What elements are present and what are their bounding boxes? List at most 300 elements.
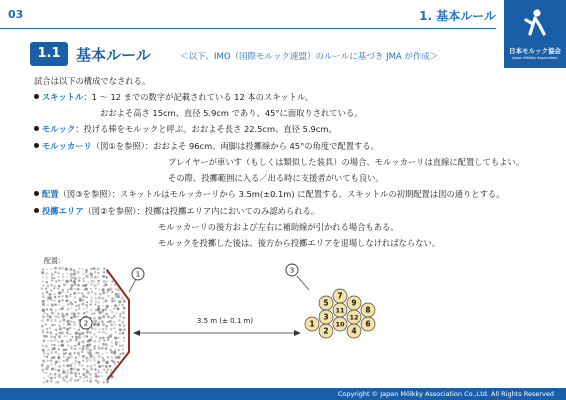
- gravel-dot: [118, 319, 120, 321]
- gravel-dot: [47, 299, 49, 301]
- gravel-dot: [91, 313, 93, 315]
- gravel-dot: [103, 381, 105, 383]
- skittle-number: 11: [335, 306, 345, 315]
- placement-diagram: [0, 262, 566, 386]
- gravel-dot: [66, 380, 69, 383]
- gravel-dot: [57, 381, 59, 383]
- gravel-dot: [81, 348, 84, 351]
- gravel-dot: [54, 339, 57, 342]
- gravel-dot: [50, 377, 53, 380]
- gravel-dot: [90, 336, 93, 339]
- term-molkky: モルック: [42, 124, 76, 134]
- gravel-dot: [75, 331, 78, 334]
- gravel-dot: [46, 353, 49, 356]
- gravel-dot: [51, 367, 54, 370]
- gravel-dot: [71, 362, 73, 364]
- gravel-dot: [50, 335, 53, 338]
- gravel-dot: [78, 363, 81, 366]
- gravel-dot: [50, 289, 52, 291]
- gravel-dot: [62, 315, 65, 318]
- gravel-dot: [114, 324, 116, 326]
- page-title: 基本ルール: [76, 46, 151, 64]
- gravel-dot: [58, 304, 61, 307]
- gravel-dot: [42, 276, 44, 278]
- gravel-dot: [74, 360, 77, 363]
- gravel-dot: [106, 368, 109, 371]
- gravel-dot: [55, 329, 57, 331]
- gravel-dot: [49, 293, 52, 296]
- gravel-dot: [66, 341, 68, 343]
- gravel-dot: [53, 285, 56, 288]
- placement-figure-ref: （図③を参照）: [58, 189, 112, 199]
- bullet-dot: [34, 208, 39, 213]
- gravel-dot: [97, 308, 100, 311]
- gravel-dot: [87, 291, 90, 294]
- gravel-dot: [117, 289, 120, 292]
- gravel-dot: [99, 337, 102, 340]
- gravel-dot: [86, 311, 89, 314]
- gravel-dot: [86, 380, 88, 382]
- gravel-dot: [43, 371, 45, 373]
- gravel-dot: [67, 344, 70, 347]
- molkkaari-description: ：おおよそ 96cm。両脚は投擲線から 45°の角度で配置する。: [144, 141, 379, 151]
- marker-number-1: 1: [135, 270, 141, 279]
- gravel-dot: [42, 315, 45, 318]
- gravel-dot: [85, 275, 88, 278]
- gravel-dot: [41, 288, 43, 290]
- distance-label: 3.5 m (± 0.1 m): [196, 317, 254, 325]
- gravel-dot: [99, 293, 101, 295]
- gravel-dot: [86, 370, 89, 373]
- gravel-dot: [42, 268, 44, 270]
- gravel-dot: [70, 287, 73, 290]
- gravel-dot: [81, 303, 84, 306]
- gravel-dot: [54, 336, 56, 338]
- intro-text: 試合は以下の構成でなされる。: [34, 76, 151, 86]
- gravel-dot: [77, 368, 80, 371]
- gravel-dot: [94, 345, 96, 347]
- gravel-dot: [71, 303, 74, 306]
- gravel-dot: [74, 372, 77, 375]
- gravel-dot: [93, 358, 96, 361]
- copyright-text: Copyright © Japan Mölkky Association Co.,Ltd. All Rights Reserved: [337, 390, 554, 398]
- gravel-dot: [102, 305, 104, 307]
- gravel-dot: [77, 284, 80, 287]
- distance-arrow-head-left: [133, 330, 140, 336]
- gravel-dot: [58, 291, 61, 294]
- gravel-dot: [98, 331, 100, 333]
- gravel-dot: [122, 304, 124, 306]
- gravel-dot: [77, 288, 79, 290]
- gravel-dot: [73, 292, 76, 295]
- gravel-dot: [101, 347, 104, 350]
- gravel-dot: [97, 301, 100, 304]
- gravel-dot: [97, 272, 99, 274]
- gravel-dot: [78, 347, 81, 350]
- gravel-dot: [66, 276, 68, 278]
- gravel-dot: [66, 335, 68, 337]
- gravel-dot: [63, 360, 65, 362]
- gravel-dot: [93, 333, 96, 336]
- gravel-dot: [77, 271, 80, 274]
- gravel-dot: [85, 269, 88, 272]
- gravel-dot: [51, 324, 53, 326]
- gravel-dot: [50, 363, 52, 365]
- bullet-placement: [34, 189, 505, 199]
- gravel-dot: [91, 283, 93, 285]
- gravel-dot: [121, 297, 124, 300]
- section-number-badge: 1.1: [30, 42, 68, 66]
- page-number: 03: [8, 8, 24, 21]
- gravel-dot: [98, 340, 100, 342]
- gravel-dot: [86, 301, 88, 303]
- gravel-dot: [43, 377, 45, 379]
- skittle-number: 6: [365, 319, 371, 329]
- gravel-dot: [95, 375, 98, 378]
- gravel-dot: [77, 312, 80, 315]
- throw-area-description: ：投擲は投擲エリア内においてのみ認められる。: [136, 206, 320, 216]
- gravel-dot: [50, 268, 52, 270]
- gravel-dot: [102, 336, 105, 339]
- gravel-dot: [86, 335, 88, 337]
- gravel-dot: [97, 361, 100, 364]
- gravel-dot: [61, 344, 64, 347]
- gravel-dot: [105, 361, 108, 364]
- gravel-dot: [62, 364, 65, 367]
- gravel-dot: [98, 355, 101, 358]
- gravel-dot: [78, 268, 80, 270]
- gravel-dot: [112, 361, 115, 364]
- gravel-dot: [43, 311, 46, 314]
- gravel-dot: [118, 300, 121, 303]
- gravel-dot: [95, 303, 97, 305]
- gravel-dot: [113, 308, 115, 310]
- gravel-dot: [82, 332, 85, 335]
- gravel-dot: [94, 320, 97, 323]
- gravel-dot: [86, 365, 88, 367]
- gravel-dot: [41, 271, 44, 274]
- skittle-number: 3: [323, 312, 329, 322]
- gravel-dot: [68, 352, 71, 355]
- gravel-dot: [121, 345, 123, 347]
- gravel-dot: [94, 348, 96, 350]
- gravel-dot: [70, 279, 72, 281]
- skittle-formation: [305, 289, 375, 338]
- gravel-dot: [58, 267, 61, 270]
- header-divider: [0, 28, 496, 29]
- gravel-dot: [111, 280, 113, 282]
- gravel-dot: [97, 276, 100, 279]
- gravel-dot: [53, 287, 55, 289]
- gravel-dot: [118, 304, 120, 306]
- gravel-dot: [102, 328, 104, 330]
- gravel-dot: [111, 305, 113, 307]
- gravel-dot: [65, 352, 67, 354]
- gravel-dot: [42, 303, 45, 306]
- gravel-dot: [97, 345, 99, 347]
- gravel-dot: [63, 327, 65, 329]
- gravel-dot: [102, 359, 105, 362]
- gravel-dot: [99, 328, 101, 330]
- skittle-number: 12: [349, 313, 359, 322]
- gravel-dot: [123, 324, 126, 327]
- gravel-dot: [53, 344, 55, 346]
- gravel-dot: [45, 272, 48, 275]
- gravel-dot: [122, 321, 124, 323]
- gravel-dot: [83, 312, 85, 314]
- gravel-dot: [69, 327, 71, 329]
- gravel-dot: [102, 288, 105, 291]
- gravel-dot: [118, 337, 120, 339]
- gravel-dot: [85, 288, 88, 291]
- skittle-number: 9: [351, 298, 357, 308]
- gravel-dot: [86, 357, 89, 360]
- gravel-dot: [119, 345, 121, 347]
- gravel-dot: [78, 276, 81, 279]
- gravel-dot: [77, 343, 80, 346]
- gravel-dot: [105, 333, 107, 335]
- gravel-dot: [104, 308, 107, 311]
- gravel-dot: [83, 308, 85, 310]
- gravel-dot: [102, 291, 105, 294]
- gravel-dot: [46, 268, 48, 270]
- association-logo: [504, 0, 566, 68]
- gravel-dot: [67, 289, 69, 291]
- gravel-dot: [102, 309, 105, 312]
- gravel-dot: [70, 320, 73, 323]
- gravel-dot: [97, 352, 100, 355]
- gravel-dot: [93, 317, 96, 320]
- skittle-number: 4: [351, 326, 357, 336]
- gravel-dot: [98, 280, 100, 282]
- gravel-dot: [105, 300, 108, 303]
- gravel-dot: [106, 280, 108, 282]
- gravel-dot: [46, 308, 48, 310]
- gravel-dot: [90, 288, 92, 290]
- gravel-dot: [45, 281, 48, 284]
- gravel-dot: [57, 353, 59, 355]
- gravel-dot: [85, 304, 88, 307]
- gravel-dot: [98, 365, 101, 368]
- gravel-dot: [91, 327, 93, 329]
- gravel-dot: [109, 320, 112, 323]
- gravel-dot: [45, 372, 47, 374]
- gravel-dot: [62, 279, 64, 281]
- skittle-number: 7: [337, 291, 343, 301]
- gravel-dot: [65, 349, 67, 351]
- gravel-dot: [63, 353, 66, 356]
- gravel-dot: [62, 273, 64, 275]
- gravel-dot: [69, 364, 72, 367]
- gravel-dot: [94, 275, 97, 278]
- gravel-dot: [90, 267, 93, 270]
- term-placement: 配置: [42, 189, 59, 199]
- gravel-dot: [110, 351, 113, 354]
- gravel-dot: [65, 358, 68, 361]
- gravel-dot: [58, 285, 61, 288]
- gravel-dot: [47, 285, 50, 288]
- gravel-dot: [42, 339, 45, 342]
- bullet-skittle: [34, 92, 313, 102]
- gravel-dot: [111, 341, 113, 343]
- gravel-dot: [74, 379, 77, 382]
- gravel-dot: [54, 319, 57, 322]
- gravel-dot: [85, 347, 88, 350]
- gravel-dot: [93, 267, 96, 270]
- gravel-dot: [53, 356, 56, 359]
- gravel-dot: [66, 320, 69, 323]
- gravel-dot: [102, 331, 105, 334]
- gravel-dot: [78, 280, 80, 282]
- gravel-dot: [62, 276, 65, 279]
- gravel-dot: [91, 291, 93, 293]
- section-title: 1. 基本ルール: [419, 9, 496, 23]
- gravel-dot: [55, 361, 58, 364]
- gravel-dot: [110, 284, 112, 286]
- gravel-dot: [98, 311, 101, 314]
- gravel-dot: [75, 375, 77, 377]
- gravel-dot: [42, 360, 45, 363]
- gravel-dot: [110, 356, 113, 359]
- gravel-dot: [113, 321, 115, 323]
- gravel-dot: [57, 369, 60, 372]
- gravel-dot: [102, 312, 104, 314]
- gravel-dot: [61, 291, 64, 294]
- gravel-dot: [55, 311, 57, 313]
- gravel-dot: [61, 266, 64, 269]
- gravel-dot: [74, 283, 77, 286]
- gravel-dot: [51, 344, 53, 346]
- gravel-dot: [65, 267, 68, 270]
- gravel-dot: [90, 299, 93, 302]
- gravel-dot: [98, 347, 101, 350]
- gravel-dot: [102, 357, 104, 359]
- gravel-dot: [86, 296, 88, 298]
- gravel-dot: [91, 297, 93, 299]
- gravel-dot: [117, 307, 120, 310]
- gravel-dot: [50, 319, 53, 322]
- gravel-dot: [63, 379, 66, 382]
- gravel-dot: [89, 331, 91, 333]
- gravel-dot: [105, 325, 108, 328]
- gravel-dot: [83, 280, 85, 282]
- gravel-dot: [90, 365, 92, 367]
- gravel-dot: [71, 336, 73, 338]
- gravel-dot: [49, 327, 51, 329]
- gravel-dot: [82, 284, 85, 287]
- gravel-dot: [106, 380, 109, 383]
- gravel-dot: [73, 280, 76, 283]
- gravel-dot: [53, 324, 55, 326]
- gravel-dot: [45, 324, 47, 326]
- gravel-dot: [111, 345, 113, 347]
- gravel-dot: [83, 289, 85, 291]
- gravel-dot: [85, 271, 87, 273]
- gravel-dot: [54, 303, 57, 306]
- gravel-dot: [71, 284, 74, 287]
- gravel-dot: [41, 364, 44, 367]
- gravel-dot: [70, 316, 73, 319]
- gravel-dot: [90, 309, 93, 312]
- gravel-dot: [50, 332, 53, 335]
- gravel-dot: [109, 335, 112, 338]
- gravel-dot: [65, 295, 68, 298]
- gravel-dot: [42, 284, 44, 286]
- gravel-dot: [75, 336, 78, 339]
- bullet-dot: [34, 191, 39, 196]
- gravel-dot: [89, 303, 91, 305]
- gravel-dot: [102, 343, 105, 346]
- gravel-dot: [101, 365, 104, 368]
- gravel-dot: [61, 332, 64, 335]
- gravel-dot: [97, 305, 100, 308]
- gravel-dot: [69, 339, 72, 342]
- gravel-dot: [66, 372, 69, 375]
- gravel-dot: [111, 324, 113, 326]
- gravel-dot: [74, 352, 76, 354]
- gravel-dot: [66, 299, 69, 302]
- gravel-dot: [119, 328, 122, 331]
- logo-org-name-jp: 日本モルック協会: [509, 47, 561, 55]
- gravel-dot: [47, 304, 49, 306]
- gravel-dot: [97, 371, 99, 373]
- gravel-dot: [73, 363, 75, 365]
- gravel-dot: [103, 339, 105, 341]
- throw-area-description-2: モルッカーリの後方および左右に補助線が引かれる場合もある。: [158, 222, 399, 232]
- gravel-dot: [46, 291, 49, 294]
- gravel-dot: [93, 323, 96, 326]
- gravel-dot: [57, 272, 60, 275]
- gravel-dot: [106, 352, 108, 354]
- gravel-dot: [63, 356, 65, 358]
- gravel-dot: [82, 268, 84, 270]
- gravel-dot: [122, 348, 124, 350]
- gravel-dot: [86, 360, 88, 362]
- gravel-dot: [93, 340, 96, 343]
- gravel-dot: [54, 377, 56, 379]
- gravel-dot: [105, 343, 108, 346]
- gravel-dot: [51, 303, 54, 306]
- gravel-dot: [95, 288, 97, 290]
- gravel-dot: [101, 353, 103, 355]
- gravel-dot: [58, 279, 60, 281]
- gravel-dot: [51, 299, 53, 301]
- gravel-dot: [51, 284, 53, 286]
- gravel-dot: [42, 331, 44, 333]
- gravel-dot: [97, 282, 100, 285]
- gravel-dot: [103, 271, 105, 273]
- gravel-dot: [90, 273, 93, 276]
- gravel-dot: [58, 313, 60, 315]
- gravel-dot: [102, 275, 105, 278]
- gravel-dot: [47, 349, 50, 352]
- gravel-dot: [45, 345, 48, 348]
- gravel-dot: [107, 337, 109, 339]
- gravel-dot: [73, 277, 76, 280]
- gravel-dot: [69, 379, 72, 382]
- gravel-dot: [107, 321, 109, 323]
- gravel-dot: [97, 268, 100, 271]
- gravel-dot: [118, 292, 121, 295]
- gravel-dot: [78, 308, 80, 310]
- gravel-dot: [103, 280, 106, 283]
- gravel-dot: [43, 352, 46, 355]
- gravel-dot: [58, 348, 60, 350]
- gravel-dot: [95, 297, 97, 299]
- gravel-dot: [55, 315, 58, 318]
- gravel-dot: [79, 299, 82, 302]
- gravel-dot: [42, 300, 45, 303]
